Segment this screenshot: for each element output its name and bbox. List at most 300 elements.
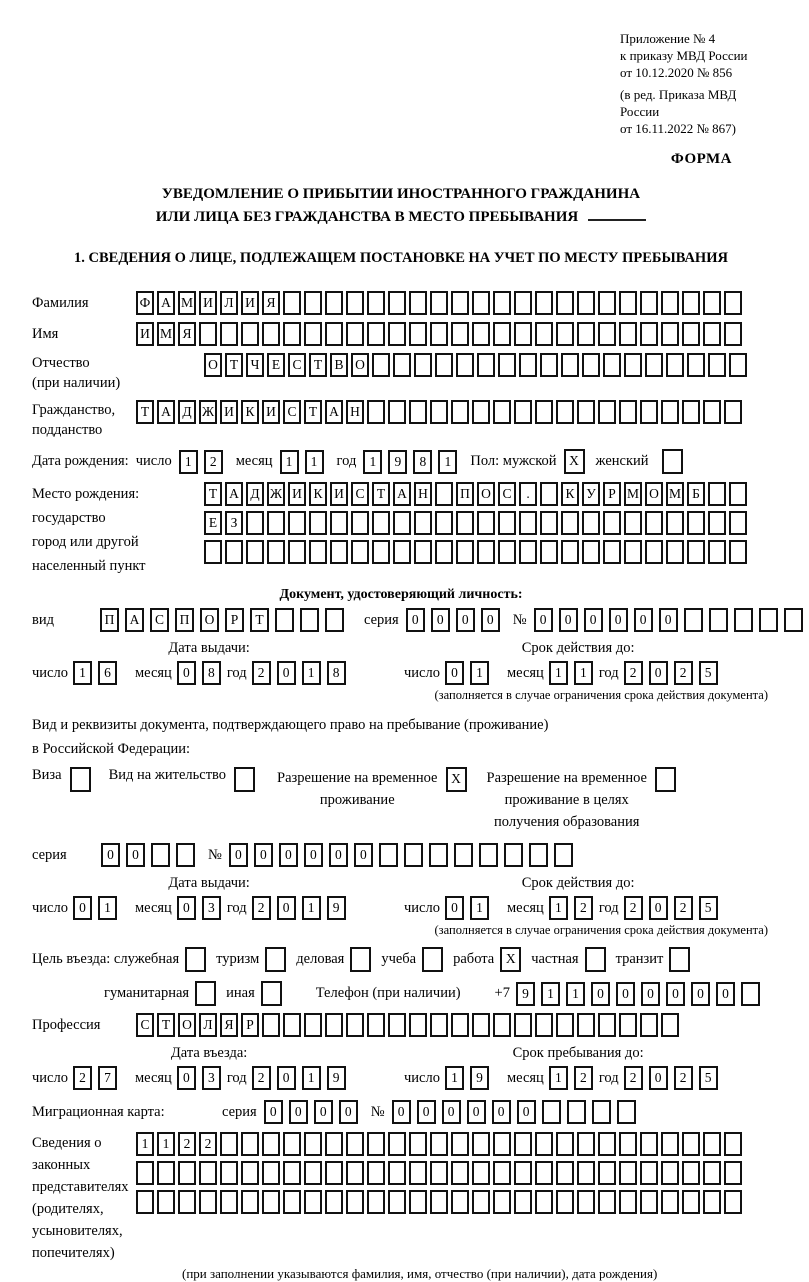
- char-cell[interactable]: 6: [98, 661, 117, 685]
- char-cell[interactable]: 7: [98, 1066, 117, 1090]
- char-cell[interactable]: [220, 322, 238, 346]
- char-cell[interactable]: [498, 540, 516, 564]
- char-cell[interactable]: 2: [252, 896, 271, 920]
- char-cell[interactable]: 0: [101, 843, 120, 867]
- char-cell[interactable]: [666, 511, 684, 535]
- char-cell[interactable]: 0: [339, 1100, 358, 1124]
- char-cell[interactable]: [724, 1161, 742, 1185]
- char-cell[interactable]: [204, 540, 222, 564]
- gender-male-checkbox[interactable]: [564, 449, 585, 474]
- char-cell[interactable]: 8: [413, 450, 432, 474]
- char-cell[interactable]: 9: [388, 450, 407, 474]
- char-cell[interactable]: А: [325, 400, 343, 424]
- char-cell[interactable]: [393, 511, 411, 535]
- char-cell[interactable]: 9: [327, 896, 346, 920]
- char-cell[interactable]: [493, 400, 511, 424]
- char-cell[interactable]: 0: [277, 661, 296, 685]
- char-cell[interactable]: 0: [279, 843, 298, 867]
- char-cell[interactable]: С: [288, 353, 306, 377]
- char-cell[interactable]: 0: [289, 1100, 308, 1124]
- char-cell[interactable]: [577, 1013, 595, 1037]
- char-cell[interactable]: 1: [549, 661, 568, 685]
- char-cell[interactable]: 1: [363, 450, 382, 474]
- char-cell[interactable]: [703, 1161, 721, 1185]
- char-cell[interactable]: 0: [126, 843, 145, 867]
- char-cell[interactable]: 8: [327, 661, 346, 685]
- char-cell[interactable]: [666, 540, 684, 564]
- char-cell[interactable]: Т: [225, 353, 243, 377]
- char-cell[interactable]: 2: [624, 661, 643, 685]
- char-cell[interactable]: 1: [445, 1066, 464, 1090]
- char-cell[interactable]: [684, 608, 703, 632]
- char-cell[interactable]: [477, 353, 495, 377]
- char-cell[interactable]: [199, 1190, 217, 1214]
- char-cell[interactable]: [687, 353, 705, 377]
- checkbox-cell[interactable]: [70, 767, 91, 792]
- char-cell[interactable]: 5: [699, 896, 718, 920]
- char-cell[interactable]: О: [200, 608, 219, 632]
- char-cell[interactable]: 0: [534, 608, 553, 632]
- char-cell[interactable]: [645, 511, 663, 535]
- char-cell[interactable]: Д: [178, 400, 196, 424]
- char-cell[interactable]: [640, 1132, 658, 1156]
- char-cell[interactable]: [724, 1132, 742, 1156]
- char-cell[interactable]: Ф: [136, 291, 154, 315]
- char-cell[interactable]: 0: [445, 896, 464, 920]
- purpose-business-checkbox[interactable]: [185, 947, 206, 972]
- char-cell[interactable]: 1: [470, 661, 489, 685]
- char-cell[interactable]: 0: [634, 608, 653, 632]
- checkbox-cell[interactable]: [662, 449, 683, 474]
- char-cell[interactable]: [645, 540, 663, 564]
- char-cell[interactable]: [157, 1190, 175, 1214]
- char-cell[interactable]: Д: [246, 482, 264, 506]
- char-cell[interactable]: [435, 482, 453, 506]
- char-cell[interactable]: С: [136, 1013, 154, 1037]
- char-cell[interactable]: [325, 291, 343, 315]
- char-cell[interactable]: И: [199, 291, 217, 315]
- char-cell[interactable]: 0: [73, 896, 92, 920]
- char-cell[interactable]: 0: [229, 843, 248, 867]
- char-cell[interactable]: .: [519, 482, 537, 506]
- char-cell[interactable]: [451, 1013, 469, 1037]
- char-cell[interactable]: [687, 540, 705, 564]
- char-cell[interactable]: [542, 1100, 561, 1124]
- char-cell[interactable]: [519, 353, 537, 377]
- char-cell[interactable]: 0: [609, 608, 628, 632]
- char-cell[interactable]: Б: [687, 482, 705, 506]
- checkbox-cell[interactable]: [655, 767, 676, 792]
- char-cell[interactable]: [409, 322, 427, 346]
- char-cell[interactable]: [325, 608, 344, 632]
- char-cell[interactable]: С: [498, 482, 516, 506]
- char-cell[interactable]: К: [309, 482, 327, 506]
- char-cell[interactable]: 0: [716, 982, 735, 1006]
- char-cell[interactable]: 1: [305, 450, 324, 474]
- char-cell[interactable]: 0: [442, 1100, 461, 1124]
- char-cell[interactable]: [262, 1013, 280, 1037]
- char-cell[interactable]: [624, 540, 642, 564]
- purpose-work-checkbox[interactable]: [500, 947, 521, 972]
- char-cell[interactable]: [330, 511, 348, 535]
- char-cell[interactable]: [283, 291, 301, 315]
- char-cell[interactable]: [388, 1013, 406, 1037]
- char-cell[interactable]: 1: [574, 661, 593, 685]
- purpose-study-checkbox[interactable]: [422, 947, 443, 972]
- char-cell[interactable]: [498, 353, 516, 377]
- char-cell[interactable]: 0: [659, 608, 678, 632]
- char-cell[interactable]: 2: [674, 896, 693, 920]
- char-cell[interactable]: [598, 322, 616, 346]
- char-cell[interactable]: А: [157, 291, 175, 315]
- char-cell[interactable]: С: [283, 400, 301, 424]
- char-cell[interactable]: [283, 1132, 301, 1156]
- char-cell[interactable]: [388, 1161, 406, 1185]
- char-cell[interactable]: [514, 1190, 532, 1214]
- char-cell[interactable]: О: [204, 353, 222, 377]
- char-cell[interactable]: [429, 843, 448, 867]
- char-cell[interactable]: [241, 322, 259, 346]
- char-cell[interactable]: [540, 511, 558, 535]
- char-cell[interactable]: [624, 511, 642, 535]
- char-cell[interactable]: [493, 1013, 511, 1037]
- char-cell[interactable]: [246, 540, 264, 564]
- char-cell[interactable]: [220, 1161, 238, 1185]
- char-cell[interactable]: [430, 1190, 448, 1214]
- char-cell[interactable]: [367, 400, 385, 424]
- char-cell[interactable]: [556, 1161, 574, 1185]
- char-cell[interactable]: В: [330, 353, 348, 377]
- char-cell[interactable]: 2: [73, 1066, 92, 1090]
- char-cell[interactable]: 1: [157, 1132, 175, 1156]
- char-cell[interactable]: О: [477, 482, 495, 506]
- char-cell[interactable]: У: [582, 482, 600, 506]
- char-cell[interactable]: [330, 540, 348, 564]
- char-cell[interactable]: [682, 1190, 700, 1214]
- char-cell[interactable]: М: [624, 482, 642, 506]
- char-cell[interactable]: [661, 1190, 679, 1214]
- char-cell[interactable]: Н: [414, 482, 432, 506]
- char-cell[interactable]: [325, 1013, 343, 1037]
- checkbox-cell[interactable]: [261, 981, 282, 1006]
- char-cell[interactable]: С: [351, 482, 369, 506]
- char-cell[interactable]: [661, 1013, 679, 1037]
- char-cell[interactable]: 3: [202, 1066, 221, 1090]
- char-cell[interactable]: 0: [314, 1100, 333, 1124]
- char-cell[interactable]: [540, 540, 558, 564]
- char-cell[interactable]: 1: [566, 982, 585, 1006]
- char-cell[interactable]: [661, 291, 679, 315]
- char-cell[interactable]: [645, 353, 663, 377]
- char-cell[interactable]: [514, 1013, 532, 1037]
- char-cell[interactable]: М: [157, 322, 175, 346]
- char-cell[interactable]: [703, 400, 721, 424]
- temp-residence-checkbox[interactable]: [446, 767, 467, 792]
- checkbox-cell[interactable]: [669, 947, 690, 972]
- char-cell[interactable]: [430, 1132, 448, 1156]
- char-cell[interactable]: [136, 1190, 154, 1214]
- char-cell[interactable]: [556, 322, 574, 346]
- char-cell[interactable]: 1: [302, 1066, 321, 1090]
- char-cell[interactable]: [151, 843, 170, 867]
- char-cell[interactable]: Т: [309, 353, 327, 377]
- char-cell[interactable]: [456, 511, 474, 535]
- char-cell[interactable]: [687, 511, 705, 535]
- char-cell[interactable]: 1: [280, 450, 299, 474]
- char-cell[interactable]: [430, 291, 448, 315]
- char-cell[interactable]: [367, 291, 385, 315]
- char-cell[interactable]: 3: [202, 896, 221, 920]
- char-cell[interactable]: [267, 511, 285, 535]
- char-cell[interactable]: [304, 1161, 322, 1185]
- char-cell[interactable]: 1: [549, 1066, 568, 1090]
- char-cell[interactable]: 0: [177, 661, 196, 685]
- char-cell[interactable]: [304, 1132, 322, 1156]
- char-cell[interactable]: 2: [178, 1132, 196, 1156]
- char-cell[interactable]: [556, 1132, 574, 1156]
- char-cell[interactable]: [388, 1132, 406, 1156]
- char-cell[interactable]: 1: [302, 896, 321, 920]
- char-cell[interactable]: 1: [179, 450, 198, 474]
- char-cell[interactable]: [388, 322, 406, 346]
- char-cell[interactable]: 1: [98, 896, 117, 920]
- char-cell[interactable]: [493, 1190, 511, 1214]
- char-cell[interactable]: [288, 540, 306, 564]
- char-cell[interactable]: [729, 511, 747, 535]
- char-cell[interactable]: [619, 1132, 637, 1156]
- char-cell[interactable]: [304, 291, 322, 315]
- char-cell[interactable]: [661, 1161, 679, 1185]
- char-cell[interactable]: [472, 322, 490, 346]
- char-cell[interactable]: [640, 1190, 658, 1214]
- char-cell[interactable]: [498, 511, 516, 535]
- checkbox-cell[interactable]: [234, 767, 255, 792]
- char-cell[interactable]: [556, 400, 574, 424]
- char-cell[interactable]: 0: [467, 1100, 486, 1124]
- char-cell[interactable]: [472, 400, 490, 424]
- char-cell[interactable]: И: [330, 482, 348, 506]
- char-cell[interactable]: [535, 1161, 553, 1185]
- purpose-tourism-checkbox[interactable]: [265, 947, 286, 972]
- char-cell[interactable]: [267, 540, 285, 564]
- char-cell[interactable]: [759, 608, 778, 632]
- char-cell[interactable]: [514, 1132, 532, 1156]
- char-cell[interactable]: И: [262, 400, 280, 424]
- char-cell[interactable]: [682, 1132, 700, 1156]
- char-cell[interactable]: [372, 511, 390, 535]
- char-cell[interactable]: 1: [73, 661, 92, 685]
- char-cell[interactable]: [388, 291, 406, 315]
- char-cell[interactable]: [136, 1161, 154, 1185]
- char-cell[interactable]: [592, 1100, 611, 1124]
- char-cell[interactable]: [430, 322, 448, 346]
- char-cell[interactable]: [404, 843, 423, 867]
- char-cell[interactable]: [430, 1013, 448, 1037]
- char-cell[interactable]: [409, 1161, 427, 1185]
- char-cell[interactable]: [535, 322, 553, 346]
- char-cell[interactable]: [709, 608, 728, 632]
- char-cell[interactable]: 0: [277, 1066, 296, 1090]
- char-cell[interactable]: [304, 1190, 322, 1214]
- char-cell[interactable]: [283, 1013, 301, 1037]
- purpose-private-checkbox[interactable]: [585, 947, 606, 972]
- char-cell[interactable]: [325, 1190, 343, 1214]
- char-cell[interactable]: [729, 353, 747, 377]
- char-cell[interactable]: 0: [304, 843, 323, 867]
- char-cell[interactable]: [472, 1132, 490, 1156]
- char-cell[interactable]: 1: [541, 982, 560, 1006]
- char-cell[interactable]: [262, 1190, 280, 1214]
- char-cell[interactable]: [734, 608, 753, 632]
- char-cell[interactable]: [451, 1190, 469, 1214]
- char-cell[interactable]: [304, 322, 322, 346]
- char-cell[interactable]: 2: [574, 1066, 593, 1090]
- char-cell[interactable]: [682, 291, 700, 315]
- char-cell[interactable]: [367, 1013, 385, 1037]
- char-cell[interactable]: 0: [277, 896, 296, 920]
- char-cell[interactable]: [220, 1190, 238, 1214]
- char-cell[interactable]: [514, 400, 532, 424]
- char-cell[interactable]: И: [220, 400, 238, 424]
- char-cell[interactable]: [703, 322, 721, 346]
- char-cell[interactable]: 0: [417, 1100, 436, 1124]
- char-cell[interactable]: [729, 540, 747, 564]
- char-cell[interactable]: П: [456, 482, 474, 506]
- char-cell[interactable]: [414, 353, 432, 377]
- char-cell[interactable]: [178, 1161, 196, 1185]
- char-cell[interactable]: 2: [199, 1132, 217, 1156]
- char-cell[interactable]: [493, 1132, 511, 1156]
- char-cell[interactable]: [598, 1013, 616, 1037]
- char-cell[interactable]: [540, 353, 558, 377]
- char-cell[interactable]: [479, 843, 498, 867]
- char-cell[interactable]: [435, 540, 453, 564]
- char-cell[interactable]: [598, 291, 616, 315]
- char-cell[interactable]: [724, 400, 742, 424]
- char-cell[interactable]: [703, 1132, 721, 1156]
- purpose-transit-checkbox[interactable]: [669, 947, 690, 972]
- char-cell[interactable]: [288, 511, 306, 535]
- char-cell[interactable]: [199, 322, 217, 346]
- char-cell[interactable]: [409, 1132, 427, 1156]
- char-cell[interactable]: [435, 353, 453, 377]
- char-cell[interactable]: [661, 1132, 679, 1156]
- char-cell[interactable]: Т: [372, 482, 390, 506]
- char-cell[interactable]: А: [157, 400, 175, 424]
- char-cell[interactable]: [472, 1161, 490, 1185]
- char-cell[interactable]: [409, 291, 427, 315]
- char-cell[interactable]: [519, 540, 537, 564]
- char-cell[interactable]: [451, 400, 469, 424]
- char-cell[interactable]: [262, 322, 280, 346]
- char-cell[interactable]: [157, 1161, 175, 1185]
- char-cell[interactable]: [603, 353, 621, 377]
- char-cell[interactable]: [577, 400, 595, 424]
- char-cell[interactable]: 0: [264, 1100, 283, 1124]
- char-cell[interactable]: [556, 1013, 574, 1037]
- char-cell[interactable]: [640, 400, 658, 424]
- char-cell[interactable]: [708, 482, 726, 506]
- char-cell[interactable]: [582, 353, 600, 377]
- char-cell[interactable]: [472, 291, 490, 315]
- char-cell[interactable]: [640, 1161, 658, 1185]
- char-cell[interactable]: 2: [574, 896, 593, 920]
- char-cell[interactable]: [519, 511, 537, 535]
- char-cell[interactable]: [617, 1100, 636, 1124]
- char-cell[interactable]: [451, 1161, 469, 1185]
- char-cell[interactable]: И: [241, 291, 259, 315]
- char-cell[interactable]: [582, 511, 600, 535]
- char-cell[interactable]: 9: [516, 982, 535, 1006]
- char-cell[interactable]: [262, 1161, 280, 1185]
- char-cell[interactable]: [414, 540, 432, 564]
- char-cell[interactable]: [414, 511, 432, 535]
- char-cell[interactable]: Я: [262, 291, 280, 315]
- char-cell[interactable]: [504, 843, 523, 867]
- char-cell[interactable]: [619, 400, 637, 424]
- char-cell[interactable]: [708, 353, 726, 377]
- checkbox-cell[interactable]: [350, 947, 371, 972]
- char-cell[interactable]: 0: [177, 1066, 196, 1090]
- char-cell[interactable]: [661, 400, 679, 424]
- char-cell[interactable]: [477, 511, 495, 535]
- char-cell[interactable]: [703, 1190, 721, 1214]
- char-cell[interactable]: [603, 540, 621, 564]
- visa-checkbox[interactable]: [70, 767, 91, 792]
- char-cell[interactable]: [619, 1013, 637, 1037]
- char-cell[interactable]: 0: [616, 982, 635, 1006]
- char-cell[interactable]: [351, 540, 369, 564]
- char-cell[interactable]: 8: [202, 661, 221, 685]
- char-cell[interactable]: [682, 322, 700, 346]
- checkbox-cell[interactable]: [195, 981, 216, 1006]
- char-cell[interactable]: П: [100, 608, 119, 632]
- checkbox-cell[interactable]: [185, 947, 206, 972]
- char-cell[interactable]: [199, 1161, 217, 1185]
- char-cell[interactable]: [540, 482, 558, 506]
- purpose-commercial-checkbox[interactable]: [350, 947, 371, 972]
- char-cell[interactable]: [246, 511, 264, 535]
- char-cell[interactable]: [178, 1190, 196, 1214]
- char-cell[interactable]: 0: [591, 982, 610, 1006]
- char-cell[interactable]: 5: [699, 661, 718, 685]
- char-cell[interactable]: И: [288, 482, 306, 506]
- char-cell[interactable]: [561, 540, 579, 564]
- gender-female-checkbox[interactable]: [662, 449, 683, 474]
- char-cell[interactable]: Е: [204, 511, 222, 535]
- char-cell[interactable]: [241, 1161, 259, 1185]
- char-cell[interactable]: 2: [674, 661, 693, 685]
- char-cell[interactable]: [708, 540, 726, 564]
- char-cell[interactable]: А: [393, 482, 411, 506]
- char-cell[interactable]: 1: [438, 450, 457, 474]
- temp-residence-edu-checkbox[interactable]: [655, 767, 676, 792]
- char-cell[interactable]: Я: [220, 1013, 238, 1037]
- char-cell[interactable]: 0: [481, 608, 500, 632]
- char-cell[interactable]: [567, 1100, 586, 1124]
- char-cell[interactable]: [561, 353, 579, 377]
- char-cell[interactable]: Р: [603, 482, 621, 506]
- char-cell[interactable]: [388, 400, 406, 424]
- char-cell[interactable]: [451, 1132, 469, 1156]
- char-cell[interactable]: [535, 1132, 553, 1156]
- char-cell[interactable]: [556, 291, 574, 315]
- char-cell[interactable]: Ж: [267, 482, 285, 506]
- char-cell[interactable]: 0: [406, 608, 425, 632]
- char-cell[interactable]: [598, 1132, 616, 1156]
- char-cell[interactable]: 2: [252, 661, 271, 685]
- char-cell[interactable]: [724, 291, 742, 315]
